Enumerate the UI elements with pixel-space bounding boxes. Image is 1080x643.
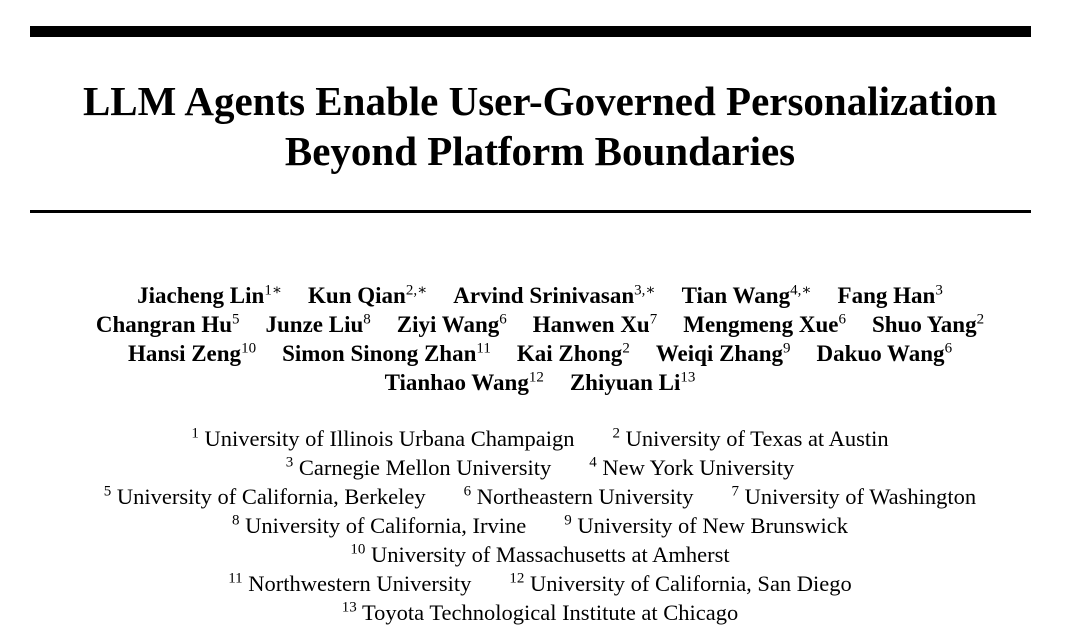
affiliation <box>509 571 851 596</box>
affiliation <box>191 426 574 451</box>
affiliation <box>286 455 552 480</box>
author-affiliation-mark: 6 <box>499 311 507 328</box>
author <box>683 312 846 337</box>
author-affiliation-mark: 8 <box>363 311 371 328</box>
affiliation-name: Northeastern University <box>476 484 694 509</box>
affiliation-number: 8 <box>231 512 240 529</box>
author-affiliation-mark: 6 <box>838 311 846 328</box>
author <box>137 283 282 308</box>
author-row <box>0 368 1080 397</box>
affiliation-name: University of Texas at Austin <box>625 426 889 451</box>
affiliation-number: 2 <box>612 425 620 442</box>
affiliation-list <box>0 424 1080 627</box>
title-line-1: LLM Agents Enable User-Governed Personalization <box>82 78 998 124</box>
author-name: Hanwen Xu <box>532 312 650 337</box>
author-affiliation-mark: 11 <box>476 340 491 357</box>
title-line-2: Beyond Platform Boundaries <box>284 128 796 174</box>
affiliation-row <box>0 453 1080 482</box>
author <box>128 341 256 366</box>
affiliation-name: University of California, Irvine <box>245 513 527 538</box>
author-affiliation-mark: 6 <box>944 340 953 357</box>
affiliation <box>350 542 729 567</box>
author-affiliation-mark: 1∗ <box>264 282 283 299</box>
affiliation-name: University of California, Berkeley <box>116 484 426 509</box>
affiliation-row <box>0 598 1080 627</box>
affiliation-name: Carnegie Mellon University <box>298 455 552 480</box>
affiliation-name: Northwestern University <box>248 571 472 596</box>
affiliation-name: Toyota Technological Institute at Chicago <box>361 600 739 625</box>
affiliation-name: University of Washington <box>744 484 977 509</box>
author-name: Jiacheng Lin <box>137 283 265 308</box>
affiliation-number: 7 <box>731 483 740 500</box>
author-affiliation-mark: 9 <box>783 340 791 357</box>
author <box>656 341 791 366</box>
author-affiliation-mark: 2 <box>976 311 985 328</box>
affiliation <box>464 484 694 509</box>
author-name: Kun Qian <box>308 283 406 308</box>
affiliation <box>732 484 977 509</box>
affiliation-number: 4 <box>589 454 597 471</box>
author-name: Junze Liu <box>265 312 364 337</box>
affiliation-row <box>0 511 1080 540</box>
top-rule <box>30 26 1031 37</box>
author <box>517 341 630 366</box>
affiliation <box>342 600 739 625</box>
affiliation-name: University of Illinois Urbana Champaign <box>204 426 575 451</box>
author <box>682 283 812 308</box>
author-row <box>0 281 1080 310</box>
author-name: Weiqi Zhang <box>655 341 783 366</box>
author-affiliation-mark: 7 <box>649 311 658 328</box>
affiliation-number: 13 <box>341 599 357 616</box>
affiliation <box>228 571 471 596</box>
affiliation <box>232 513 526 538</box>
author-affiliation-mark: 13 <box>680 369 696 386</box>
author-row <box>0 339 1080 368</box>
author <box>838 283 943 308</box>
author-name: Shuo Yang <box>871 312 977 337</box>
affiliation <box>612 426 888 451</box>
author-name: Simon Sinong Zhan <box>282 341 477 366</box>
affiliation-row <box>0 424 1080 453</box>
author-name: Fang Han <box>837 283 936 308</box>
affiliation-number: 3 <box>285 454 294 471</box>
affiliation-number: 11 <box>228 570 243 587</box>
author-affiliation-mark: 3,∗ <box>634 282 656 299</box>
author <box>817 341 953 366</box>
author-affiliation-mark: 3 <box>935 282 943 299</box>
author-affiliation-mark: 2 <box>622 340 630 357</box>
author-name: Ziyi Wang <box>396 312 500 337</box>
author <box>282 341 491 366</box>
affiliation-row <box>0 482 1080 511</box>
author-name: Arvind Srinivasan <box>453 283 635 308</box>
affiliation-name: University of California, San Diego <box>529 571 852 596</box>
author-name: Kai Zhong <box>516 341 623 366</box>
affiliation-row <box>0 569 1080 598</box>
author-name: Changran Hu <box>95 312 233 337</box>
affiliation-number: 12 <box>509 570 525 587</box>
affiliation <box>564 513 848 538</box>
author <box>266 312 371 337</box>
affiliation-row <box>0 540 1080 569</box>
affiliation-number: 9 <box>564 512 572 529</box>
author-name: Tian Wang <box>681 283 791 308</box>
author-list <box>0 281 1080 397</box>
affiliation <box>104 484 426 509</box>
author <box>453 283 655 308</box>
author-name: Mengmeng Xue <box>683 312 839 337</box>
author-affiliation-mark: 5 <box>232 311 240 328</box>
affiliation-name: University of Massachusetts at Amherst <box>370 542 730 567</box>
affiliation-number: 6 <box>463 483 472 500</box>
affiliation <box>589 455 794 480</box>
author <box>96 312 240 337</box>
author-affiliation-mark: 12 <box>528 369 544 386</box>
affiliation-number: 5 <box>103 483 112 500</box>
author <box>385 370 544 395</box>
author-row <box>0 310 1080 339</box>
affiliation-name: University of New Brunswick <box>577 513 849 538</box>
affiliation-name: New York University <box>602 455 795 480</box>
title-bottom-rule <box>30 210 1031 213</box>
affiliation-number: 10 <box>350 541 366 558</box>
author <box>570 370 696 395</box>
author-name: Tianhao Wang <box>384 370 529 395</box>
author <box>397 312 507 337</box>
author-name: Dakuo Wang <box>816 341 945 366</box>
author-name: Hansi Zeng <box>127 341 242 366</box>
affiliation-number: 1 <box>191 425 199 442</box>
author <box>533 312 657 337</box>
author-affiliation-mark: 10 <box>241 340 257 357</box>
author-affiliation-mark: 2,∗ <box>405 282 428 299</box>
author-name: Zhiyuan Li <box>569 370 681 395</box>
author-affiliation-mark: 4,∗ <box>790 282 812 299</box>
author <box>872 312 984 337</box>
paper-title <box>0 76 1080 176</box>
author <box>308 283 427 308</box>
